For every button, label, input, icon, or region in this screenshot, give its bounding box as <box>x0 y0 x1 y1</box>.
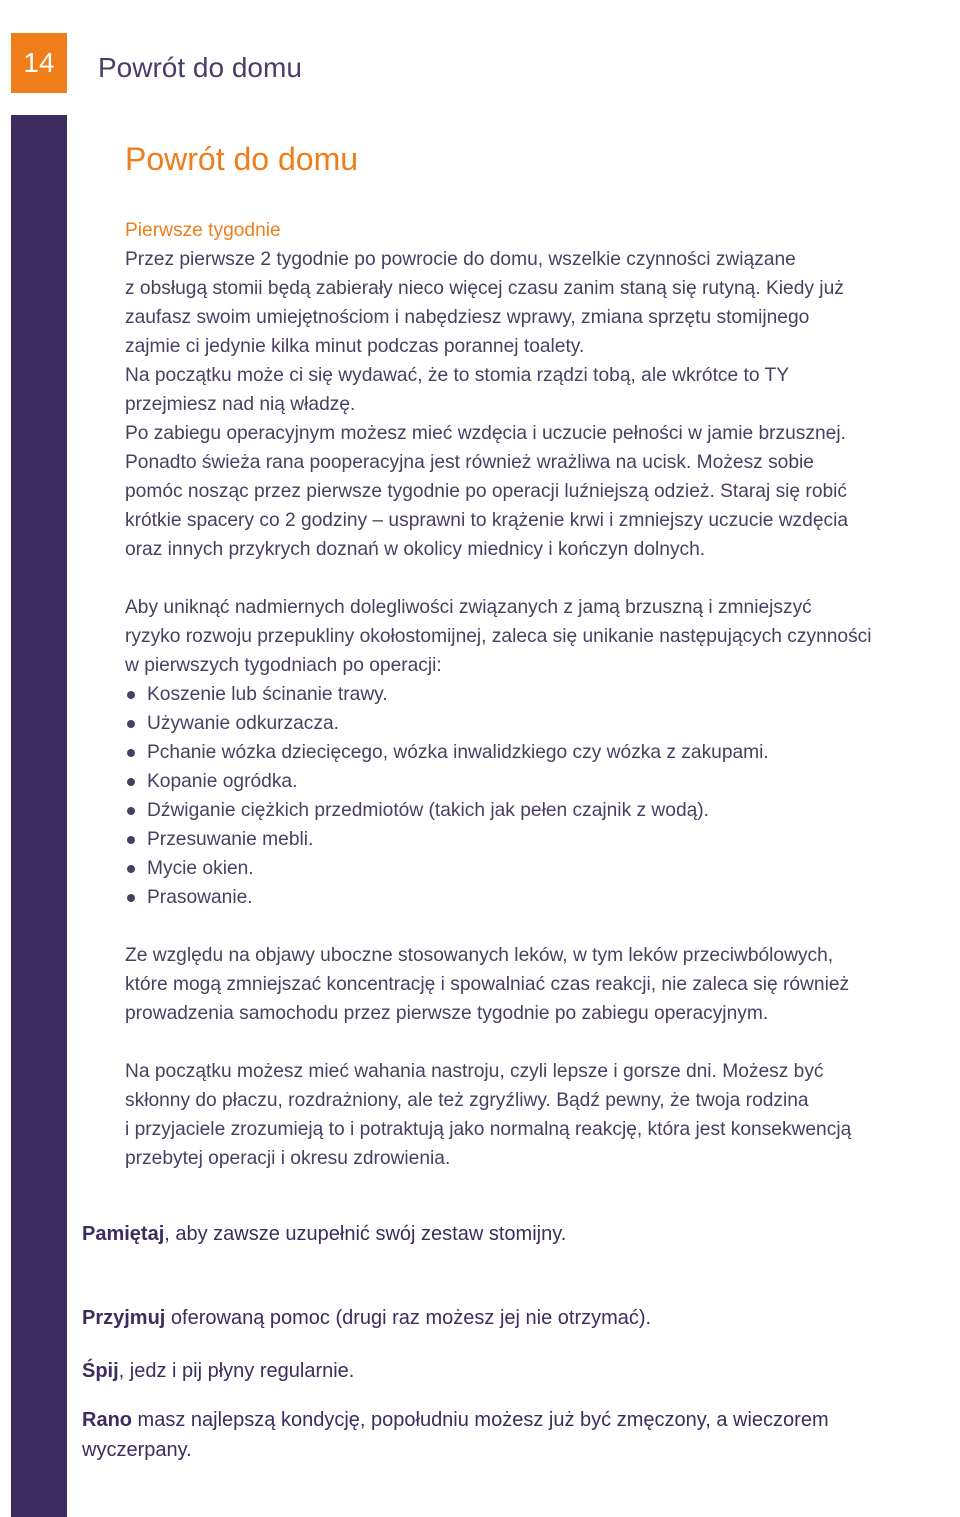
text-line: zaufasz swoim umiejętnościom i nabędziesz wprawy, zmiana sprzętu stomijnego <box>125 307 810 329</box>
text-line: Aby uniknąć nadmiernych dolegliwości związanych z jamą brzuszną i zmniejszyć <box>125 597 812 619</box>
avoid-list <box>125 680 955 912</box>
tip-accept-help <box>82 1303 952 1333</box>
text-line: Ponadto świeża rana pooperacyjna jest również wrażliwa na ucisk. Możesz sobie <box>125 452 814 474</box>
text-line: które mogą zmniejszać koncentrację i spowalniać czas reakcji, nie zaleca się również <box>125 974 850 996</box>
text-line: ryzyko rozwoju przepukliny okołostomijnej, zaleca się unikanie następujących czynności <box>125 626 872 648</box>
tip-sleep <box>82 1356 952 1386</box>
list-item: Mycie okien. <box>125 854 955 883</box>
list-item: Koszenie lub ścinanie trawy. <box>125 680 955 709</box>
mood-paragraph <box>125 1057 955 1173</box>
tip-text: , aby zawsze uzupełnić swój zestaw stomijny. <box>164 1223 567 1245</box>
main-content <box>125 140 955 1173</box>
tip-keyword: Śpij <box>82 1360 119 1382</box>
list-item: Przesuwanie mebli. <box>125 825 955 854</box>
text-line: przejmiesz nad nią władzę. <box>125 394 356 416</box>
text-line: skłonny do płaczu, rozdrażniony, ale też zgryźliwy. Bądź pewny, że twoja rodzina <box>125 1090 809 1112</box>
text-line: Po zabiegu operacyjnym możesz mieć wzdęcia i uczucie pełności w jamie brzusznej. <box>125 423 846 445</box>
text-line: Na początku możesz mieć wahania nastroju, czyli lepsze i gorsze dni. Możesz być <box>125 1061 824 1083</box>
tip-morning <box>82 1405 952 1465</box>
tip-text: , jedz i pij płyny regularnie. <box>118 1360 355 1382</box>
text-line: krótkie spacery co 2 godziny – usprawni to krążenie krwi i zmniejszy uczucie wzdęcia <box>125 510 849 532</box>
text-line: przebytej operacji i okresu zdrowienia. <box>125 1148 451 1170</box>
text-line: Ze względu na objawy uboczne stosowanych leków, w tym leków przeciwbólowych, <box>125 945 834 967</box>
section-subtitle: Pierwsze tygodnie <box>125 220 281 242</box>
running-title: Powrót do domu <box>98 52 302 83</box>
tip-keyword: Pamiętaj <box>82 1223 165 1245</box>
tip-keyword: Przyjmuj <box>82 1307 166 1329</box>
list-item: Dźwiganie ciężkich przedmiotów (takich jak pełen czajnik z wodą). <box>125 796 955 825</box>
page-number: 14 <box>11 33 67 93</box>
tip-text: masz najlepszą kondycję, popołudniu możesz już być zmęczony, a wieczorem <box>132 1409 829 1431</box>
text-line: z obsługą stomii będą zabierały nieco więcej czasu zanim staną się rutyną. Kiedy już <box>125 278 844 300</box>
text-line: pomóc nosząc przez pierwsze tygodnie po operacji luźniejszą odzież. Staraj się robić <box>125 481 848 503</box>
intro-paragraph <box>125 245 955 564</box>
tip-keyword: Rano <box>82 1409 132 1431</box>
text-line: oraz innych przykrych doznań w okolicy miednicy i kończyn dolnych. <box>125 539 706 561</box>
list-item: Używanie odkurzacza. <box>125 709 955 738</box>
tip-text: wyczerpany. <box>82 1439 192 1461</box>
text-line: Przez pierwsze 2 tygodnie po powrocie do domu, wszelkie czynności związane <box>125 249 796 271</box>
list-item: Kopanie ogródka. <box>125 767 955 796</box>
tip-remember <box>82 1219 952 1249</box>
page-title: Powrót do domu <box>125 141 359 177</box>
text-line: w pierwszych tygodniach po operacji: <box>125 655 442 677</box>
tip-text: oferowaną pomoc (drugi raz możesz jej nie otrzymać). <box>165 1307 652 1329</box>
list-item: Prasowanie. <box>125 883 955 912</box>
side-color-bar <box>11 115 67 1517</box>
lightbulb-icon <box>10 1342 62 1424</box>
text-line: Na początku może ci się wydawać, że to stomia rządzi tobą, ale wkrótce to TY <box>125 365 790 387</box>
text-line: zajmie ci jedynie kilka minut podczas porannej toalety. <box>125 336 585 358</box>
lightbulb-icon <box>10 1193 62 1275</box>
text-line: i przyjaciele zrozumieją to i potraktują jako normalną reakcję, która jest konsekwencją <box>125 1119 852 1141</box>
list-item: Pchanie wózka dziecięcego, wózka inwalidzkiego czy wózka z zakupami. <box>125 738 955 767</box>
text-line: prowadzenia samochodu przez pierwsze tygodnie po zabiegu operacyjnym. <box>125 1003 769 1025</box>
driving-paragraph <box>125 941 955 1028</box>
avoid-paragraph <box>125 593 955 680</box>
